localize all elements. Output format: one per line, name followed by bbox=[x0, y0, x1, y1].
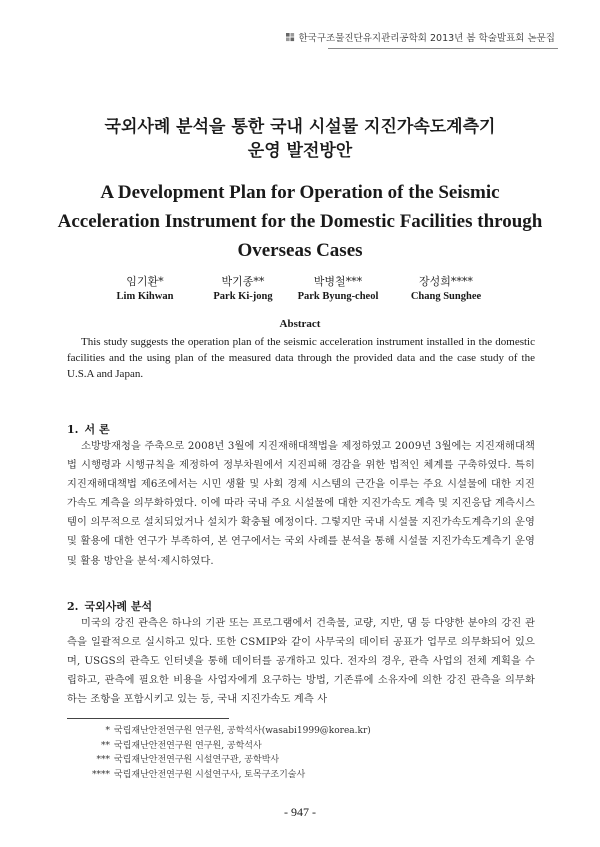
english-title-line-1: A Development Plan for Operation of the Seismic bbox=[100, 182, 500, 203]
author-name-korean: 임기환* bbox=[126, 275, 164, 288]
english-title-line-2: Acceleration Instrument for the Domestic Facilities through bbox=[57, 211, 543, 232]
author-name-english: Park Byung-cheol bbox=[297, 291, 379, 302]
abstract-text: This study suggests the operation plan of the seismic acceleration instrument installed in the domestic facilities and the using plan of the measured data through the provided data and the case study of the U.S.A and Japan. bbox=[67, 336, 535, 380]
footnote-mark: *** bbox=[96, 755, 110, 765]
section-title: 서 론 bbox=[84, 423, 110, 436]
footnote-2 bbox=[80, 739, 371, 754]
footnote-mark: * bbox=[105, 726, 110, 736]
header-logo-icon bbox=[286, 33, 295, 42]
author-name-english: Chang Sunghee bbox=[410, 291, 482, 302]
author-name-english: Lim Kihwan bbox=[116, 291, 174, 302]
footnote-text: 국립재난안전연구원 시설연구사, 토목구조기술사 bbox=[114, 769, 306, 780]
footnote-3 bbox=[80, 753, 371, 768]
author-4 bbox=[386, 274, 506, 304]
author-3 bbox=[278, 274, 398, 304]
abstract-heading: Abstract bbox=[279, 318, 321, 330]
section-2-heading bbox=[67, 598, 152, 614]
footnote-text: 국립재난안전연구원 연구원, 공학석사(wasabi1999@korea.kr) bbox=[114, 726, 371, 736]
korean-title-line-1: 국외사례 분석을 통한 국내 시설물 지진가속도계측기 bbox=[104, 117, 496, 137]
running-title: 한국구조물진단유지관리공학회 2013년 봄 학술발표회 논문집 bbox=[298, 33, 555, 44]
author-name-korean: 박기종** bbox=[221, 275, 265, 288]
header-rule bbox=[328, 48, 558, 49]
section-1-heading bbox=[67, 421, 110, 437]
section-title: 국외사례 분석 bbox=[84, 600, 153, 613]
footnote-mark: **** bbox=[92, 769, 110, 780]
english-title-line-3: Overseas Cases bbox=[237, 240, 363, 261]
author-name-korean: 박병철*** bbox=[313, 275, 363, 288]
footnote-4 bbox=[80, 768, 371, 783]
section-1-body: 소방방재청을 주축으로 2008년 3월에 지진재해대책법을 제정하였고 2009년 3월에는 지진재해대책법 시행령과 시행규칙을 제정하여 정부차원에서 지진피해 경감을 위한 법적인 체계를 구축하였다. 특히 지진재해대책법 제6조에서는 시민 생활 및 사회 경제 시스템의 근간을 이루는 주요 시설물에 대한 지진가속도 계측을 의무화하였다. 이에 따라 국내 주요 시설물에 대한 지진가속도 계측 및 지진응답 계측시스템이 의무적으로 설치되었거나 설치가 확충될 예정이다. 그렇지만 국내 시설물 지진가속도계측기의 운영 및 활용에 대한 연구가 부족하여, 본 연구에서는 국외 사례를 분석을 통해 시설물 지진가속도계측기 운영 및 활용 방안을 분석·제시하였다. bbox=[67, 441, 535, 567]
footnote-text: 국립재난안전연구원 연구원, 공학석사 bbox=[114, 740, 262, 751]
running-header bbox=[0, 30, 555, 44]
korean-title-line-2: 운영 발전방안 bbox=[247, 141, 353, 161]
footnote-rule bbox=[67, 718, 229, 719]
section-number: 1. bbox=[67, 423, 79, 436]
author-name-english: Park Ki-jong bbox=[213, 291, 273, 302]
english-title bbox=[0, 178, 600, 265]
section-2-body: 미국의 강진 관측은 하나의 기관 또는 프로그램에서 건축물, 교량, 지반, 댐 등 다양한 분야의 강진 관측을 일괄적으로 실시하고 있다. 또한 CSMIP와 같이 사무국의 데이터 공표가 업무로 의무화되어 있으며, USGS의 관측도 인터넷을 통해 데이터를 공개하고 있다. 전자의 경우, 관측 사업의 전체 계획을 수립하고, 관측에 필요한 비용을 사업자에게 요구하는 방법, 기존류에 소유자에 의한 강진 관측을 의무화 하는 조항을 포함시키고 있는 등, 국내 지진가속도 계측 사 bbox=[67, 618, 535, 706]
footnote-mark: ** bbox=[101, 740, 110, 751]
section-number: 2. bbox=[67, 600, 79, 613]
korean-title bbox=[0, 115, 600, 163]
footnotes bbox=[80, 724, 371, 782]
author-name-korean: 장성희**** bbox=[419, 275, 473, 288]
footnote-1 bbox=[80, 724, 371, 739]
footnote-text: 국립재난안전연구원 시설연구관, 공학박사 bbox=[114, 755, 280, 765]
page-number: - 947 - bbox=[284, 805, 316, 819]
